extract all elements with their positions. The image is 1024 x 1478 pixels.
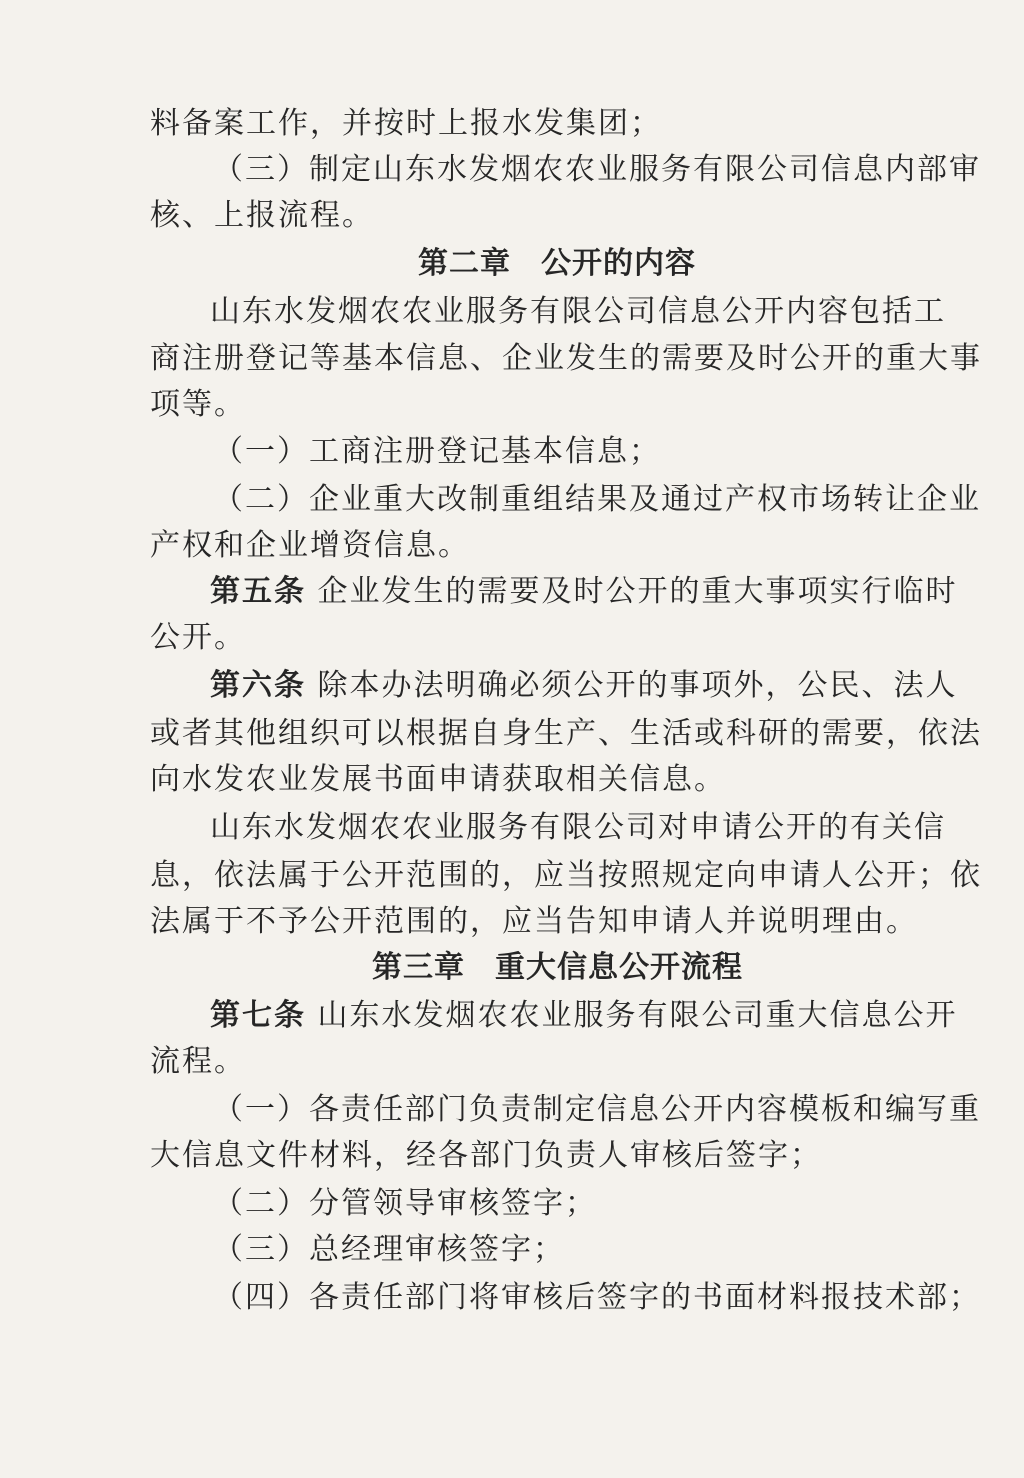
text-line (0, 526, 1024, 566)
paragraph-text: 山东水发烟农农业服务有限公司信息公开内容包括工 (210, 294, 946, 329)
paragraph-text: （三）总经理审核签字； (213, 1232, 565, 1267)
paragraph-text: 公开。 (150, 620, 246, 655)
chapter-number: 第三章 (372, 950, 465, 985)
text-line (0, 432, 1024, 472)
text-line (0, 1278, 1024, 1318)
text-line (0, 808, 1024, 848)
paragraph-text: 山东水发烟农农业服务有限公司对申请公开的有关信 (210, 810, 946, 845)
text-line (0, 1042, 1024, 1082)
paragraph-text: 向水发农业发展书面申请获取相关信息。 (150, 762, 726, 797)
paragraph-text: 山东水发烟农农业服务有限公司重大信息公开 (317, 998, 958, 1033)
paragraph-text: 除本办法明确必须公开的事项外，公民、法人 (317, 668, 958, 703)
article-label: 第五条 (210, 574, 306, 609)
text-line (0, 714, 1024, 754)
text-line (0, 760, 1024, 800)
text-line (0, 996, 1024, 1036)
text-line (0, 1136, 1024, 1176)
paragraph-text: 或者其他组织可以根据自身生产、生活或科研的需要，依法 (150, 716, 982, 751)
paragraph-text: 法属于不予公开范围的，应当告知申请人并说明理由。 (150, 904, 918, 939)
text-line (0, 104, 1024, 144)
chapter-heading (0, 244, 1024, 284)
paragraph-text: 息，依法属于公开范围的，应当按照规定向申请人公开；依 (150, 858, 982, 893)
paragraph-text: 企业发生的需要及时公开的重大事项实行临时 (317, 574, 958, 609)
paragraph-text: （三）制定山东水发烟农农业服务有限公司信息内部审 (213, 152, 981, 187)
text-line (0, 1230, 1024, 1270)
text-line (0, 856, 1024, 896)
text-line (0, 196, 1024, 236)
text-line (0, 902, 1024, 942)
chapter-title: 重大信息公开流程 (495, 950, 743, 985)
text-line (0, 385, 1024, 425)
article-label: 第七条 (210, 998, 306, 1033)
chapter-title: 公开的内容 (541, 246, 696, 281)
text-line (0, 292, 1024, 332)
paragraph-text: （四）各责任部门将审核后签字的书面材料报技术部； (213, 1280, 981, 1315)
paragraph-text: 商注册登记等基本信息、企业发生的需要及时公开的重大事 (150, 341, 982, 376)
article-label: 第六条 (210, 668, 306, 703)
paragraph-text: 大信息文件材料，经各部门负责人审核后签字； (150, 1138, 822, 1173)
text-line (0, 150, 1024, 190)
text-line (0, 339, 1024, 379)
paragraph-text: 项等。 (150, 387, 246, 422)
text-line (0, 1090, 1024, 1130)
chapter-number: 第二章 (418, 246, 511, 281)
paragraph-text: （一）工商注册登记基本信息； (213, 434, 661, 469)
text-line (0, 666, 1024, 706)
paragraph-text: 流程。 (150, 1044, 246, 1079)
paragraph-text: 料备案工作，并按时上报水发集团； (150, 106, 662, 141)
text-line (0, 480, 1024, 520)
paragraph-text: 产权和企业增资信息。 (150, 528, 470, 563)
paragraph-text: （二）企业重大改制重组结果及通过产权市场转让企业 (213, 482, 981, 517)
paragraph-text: 核、上报流程。 (150, 198, 374, 233)
chapter-heading (0, 948, 1024, 988)
text-line (0, 572, 1024, 612)
text-line (0, 618, 1024, 658)
text-line (0, 1184, 1024, 1224)
paragraph-text: （二）分管领导审核签字； (213, 1186, 597, 1221)
paragraph-text: （一）各责任部门负责制定信息公开内容模板和编写重 (213, 1092, 981, 1127)
